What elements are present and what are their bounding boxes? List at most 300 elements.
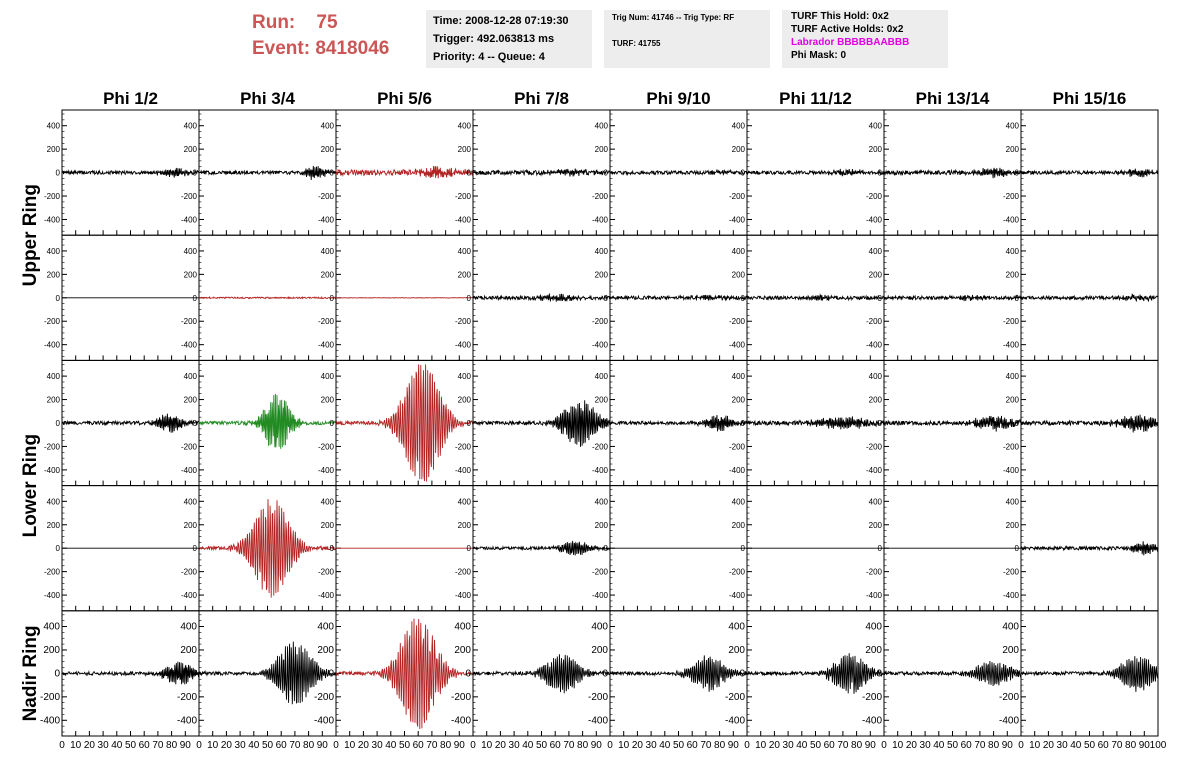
y-tick-label: -200 [317, 192, 334, 202]
x-tick-label: 10 [618, 740, 630, 751]
y-tick-label: 200 [868, 395, 882, 405]
x-tick-label: 80 [988, 740, 1000, 751]
waveform-trace [473, 400, 610, 447]
y-tick-label: -200 [728, 567, 745, 577]
x-tick-label: 10 [207, 740, 219, 751]
waveform-trace [884, 168, 1021, 178]
waveform-panel [729, 486, 884, 611]
y-tick-label: -200 [180, 317, 197, 327]
x-tick-label: 50 [124, 740, 137, 751]
waveform-trace [747, 653, 884, 694]
y-tick-label: -400 [1002, 340, 1019, 350]
waveform-trace [336, 166, 473, 178]
y-tick-label: 400 [868, 121, 882, 131]
y-tick-label: -400 [180, 591, 197, 601]
waveform-trace [473, 541, 610, 556]
x-tick-label: 80 [303, 740, 315, 751]
waveform-panel [181, 235, 336, 360]
waveform-panel [729, 235, 884, 360]
y-tick-label: -200 [317, 442, 334, 452]
waveform-panel [862, 611, 1021, 736]
y-tick-label: 0 [328, 668, 334, 680]
waveform-panel [318, 235, 473, 360]
column-header: Phi 7/8 [514, 89, 569, 108]
x-tick-label: 10 [1029, 740, 1041, 751]
x-tick-label: 60 [960, 740, 972, 751]
waveform-panel [318, 360, 473, 485]
y-tick-label: 0 [466, 419, 471, 428]
x-tick-label: 80 [1125, 740, 1137, 751]
x-tick-label: 70 [1111, 740, 1123, 751]
x-tick-label: 80 [851, 740, 863, 751]
y-tick-label: -400 [591, 340, 608, 350]
x-tick-label: 90 [1001, 740, 1013, 751]
y-tick-label: 400 [594, 246, 608, 256]
y-tick-label: 0 [192, 168, 197, 178]
x-tick-label: 70 [700, 740, 712, 751]
waveform-panel [318, 486, 473, 611]
waveform-trace [610, 415, 747, 431]
x-tick-label: 10 [892, 740, 904, 751]
waveform-panel [1003, 486, 1158, 611]
waveform-panel [866, 110, 1021, 235]
waveform-trace [884, 295, 1021, 301]
x-tick-label: 10 [755, 740, 767, 751]
x-tick-label: 60 [412, 740, 424, 751]
y-tick-label: 0 [55, 419, 60, 428]
y-tick-label: -200 [591, 442, 608, 452]
y-tick-label: 200 [317, 644, 334, 656]
y-tick-label: -200 [591, 567, 608, 577]
x-tick-label: 50 [261, 740, 274, 751]
x-tick-label: 0 [59, 740, 65, 751]
y-tick-label: 200 [457, 395, 471, 405]
x-tick-label: 90 [179, 740, 191, 751]
y-tick-label: -200 [865, 567, 882, 577]
y-tick-label: -200 [454, 442, 471, 452]
waveform-trace [199, 499, 336, 597]
x-tick-label: 50 [946, 740, 959, 751]
y-tick-label: 400 [594, 497, 608, 507]
y-tick-label: 200 [320, 270, 334, 280]
y-tick-label: -400 [865, 340, 882, 350]
y-tick-label: 0 [192, 293, 197, 303]
y-tick-label: -400 [450, 715, 471, 727]
trigger-text: Trigger: 492.063813 ms [433, 33, 555, 45]
waveform-panel [729, 110, 884, 235]
y-tick-label: 0 [55, 544, 60, 554]
y-tick-label: -200 [728, 317, 745, 327]
y-tick-label: -200 [728, 192, 745, 202]
y-tick-label: 0 [877, 168, 882, 178]
y-tick-label: 400 [46, 372, 60, 382]
y-tick-label: 0 [466, 168, 471, 178]
x-tick-label: 90 [727, 740, 739, 751]
y-tick-label: -200 [317, 317, 334, 327]
waveform-trace [199, 166, 336, 180]
y-tick-label: 400 [183, 246, 197, 256]
y-tick-label: 400 [1005, 497, 1019, 507]
y-tick-label: -400 [39, 715, 60, 727]
y-tick-label: -400 [861, 715, 882, 727]
y-tick-label: -400 [317, 465, 334, 475]
y-tick-label: 200 [457, 520, 471, 530]
y-tick-label: -400 [865, 591, 882, 601]
event-label: Event: [252, 38, 311, 59]
x-tick-label: 40 [248, 740, 260, 751]
y-tick-label: 400 [731, 246, 745, 256]
y-tick-label: 400 [454, 621, 471, 633]
x-tick-label: 70 [152, 740, 164, 751]
x-tick-label: 20 [631, 740, 643, 751]
y-tick-label: -400 [43, 465, 60, 475]
y-tick-label: 400 [183, 372, 197, 382]
y-tick-label: -200 [591, 192, 608, 202]
y-tick-label: -400 [728, 465, 745, 475]
waveform-trace [473, 654, 610, 693]
x-tick-label: 30 [508, 740, 520, 751]
waveform-trace [884, 661, 1021, 686]
y-tick-label: 400 [320, 246, 334, 256]
waveform-panel [866, 486, 1021, 611]
x-tick-label: 30 [1056, 740, 1068, 751]
y-tick-label: 200 [1005, 270, 1019, 280]
y-tick-label: -400 [591, 215, 608, 225]
column-header: Phi 13/14 [915, 89, 990, 108]
x-tick-label: 50 [672, 740, 685, 751]
y-tick-label: 400 [1005, 121, 1019, 131]
x-tick-label: 90 [590, 740, 602, 751]
waveform-panel [725, 611, 884, 736]
y-tick-label: -400 [317, 215, 334, 225]
x-tick-label: 10 [70, 740, 82, 751]
waveform-trace [1021, 541, 1158, 555]
y-tick-label: 400 [1005, 372, 1019, 382]
run-value: 75 [316, 12, 338, 33]
waveform-panel [1003, 110, 1158, 235]
y-tick-label: 400 [868, 372, 882, 382]
waveform-panel [44, 360, 199, 485]
y-tick-label: 0 [740, 293, 745, 303]
y-tick-label: 200 [728, 644, 745, 656]
x-tick-label: 20 [494, 740, 506, 751]
x-tick-label: 50 [398, 740, 411, 751]
waveform-panel [44, 235, 199, 360]
y-tick-label: 0 [466, 544, 471, 554]
y-tick-label: 200 [183, 270, 197, 280]
y-tick-label: 0 [1013, 668, 1019, 680]
waveform-trace [336, 364, 473, 481]
y-tick-label: 200 [46, 395, 60, 405]
y-tick-label: 400 [594, 372, 608, 382]
y-tick-label: -200 [865, 317, 882, 327]
x-tick-label: 60 [1097, 740, 1109, 751]
x-tick-label: 20 [220, 740, 232, 751]
x-tick-label: 0 [881, 740, 887, 751]
waveform-trace [62, 414, 199, 433]
waveform-panel [181, 486, 336, 611]
y-tick-label: 400 [183, 497, 197, 507]
y-tick-label: -200 [865, 192, 882, 202]
y-tick-label: 200 [46, 520, 60, 530]
x-tick-label: 90 [453, 740, 465, 751]
event-value: 8418046 [315, 38, 390, 59]
y-tick-label: -400 [1002, 215, 1019, 225]
x-tick-label: 30 [645, 740, 657, 751]
x-tick-label: 20 [1042, 740, 1054, 751]
run-label: Run: [252, 12, 296, 33]
y-tick-label: 200 [180, 644, 197, 656]
waveform-panel [1003, 360, 1158, 485]
y-tick-label: 400 [868, 497, 882, 507]
x-tick-label: 30 [782, 740, 794, 751]
turf-text: TURF: 41755 [612, 39, 661, 48]
x-tick-label: 70 [289, 740, 301, 751]
x-tick-label: 50 [809, 740, 822, 751]
y-tick-label: 200 [46, 145, 60, 155]
y-tick-label: 200 [594, 520, 608, 530]
y-tick-label: 400 [457, 497, 471, 507]
column-header: Phi 5/6 [377, 89, 432, 108]
waveform-trace [336, 619, 473, 729]
y-tick-label: 200 [457, 145, 471, 155]
y-tick-label: -400 [313, 715, 334, 727]
waveform-panel [866, 235, 1021, 360]
y-tick-label: 400 [320, 497, 334, 507]
y-tick-label: 400 [1002, 621, 1019, 633]
y-tick-label: -400 [180, 215, 197, 225]
labrador-text: Labrador BBBBBAABBB [791, 37, 910, 48]
x-tick-label: 90 [864, 740, 876, 751]
y-tick-label: 400 [457, 372, 471, 382]
x-tick-label: 0 [744, 740, 750, 751]
waveform-panel [455, 486, 610, 611]
y-tick-label: 200 [1005, 395, 1019, 405]
y-tick-label: -200 [1002, 317, 1019, 327]
y-tick-label: 0 [191, 668, 197, 680]
y-tick-label: -200 [43, 442, 60, 452]
x-tick-label: 0 [196, 740, 202, 751]
waveform-trace [1021, 656, 1158, 692]
waveform-trace [62, 168, 199, 178]
y-tick-label: 200 [454, 644, 471, 656]
y-tick-label: 200 [868, 520, 882, 530]
x-tick-label: 80 [577, 740, 589, 751]
y-tick-label: -200 [587, 691, 608, 703]
y-tick-label: 400 [46, 246, 60, 256]
y-tick-label: -400 [728, 591, 745, 601]
y-tick-label: 200 [457, 270, 471, 280]
y-tick-label: -200 [861, 691, 882, 703]
y-tick-label: -200 [43, 192, 60, 202]
y-tick-label: -400 [43, 340, 60, 350]
y-tick-label: 0 [1014, 544, 1019, 554]
x-tick-label: 60 [275, 740, 287, 751]
turf-active-text: TURF Active Holds: 0x2 [791, 24, 904, 35]
y-tick-label: 200 [594, 395, 608, 405]
y-tick-label: 200 [1002, 644, 1019, 656]
x-tick-label: 30 [234, 740, 246, 751]
y-tick-label: 0 [739, 668, 745, 680]
waveform-trace [473, 169, 610, 177]
column-header: Phi 3/4 [240, 89, 295, 108]
y-tick-label: 200 [320, 520, 334, 530]
y-tick-label: 0 [466, 293, 471, 303]
y-tick-label: -200 [317, 567, 334, 577]
y-tick-label: 400 [43, 621, 60, 633]
y-tick-label: -200 [43, 317, 60, 327]
column-header: Phi 9/10 [646, 89, 711, 108]
x-tick-label: 10 [344, 740, 356, 751]
y-tick-label: -400 [180, 340, 197, 350]
y-tick-label: -400 [454, 340, 471, 350]
y-tick-label: -400 [728, 340, 745, 350]
y-tick-label: 200 [183, 145, 197, 155]
turf-hold-text: TURF This Hold: 0x2 [791, 11, 889, 22]
x-tick-label: 70 [837, 740, 849, 751]
x-tick-label: 60 [549, 740, 561, 751]
x-tick-label: 60 [686, 740, 698, 751]
y-tick-label: 200 [868, 270, 882, 280]
x-tick-label: 40 [385, 740, 397, 751]
y-tick-label: 400 [46, 121, 60, 131]
x-tick-label: 30 [97, 740, 109, 751]
y-tick-label: 400 [46, 497, 60, 507]
y-tick-label: 400 [457, 246, 471, 256]
y-tick-label: 400 [868, 246, 882, 256]
y-tick-label: 200 [731, 145, 745, 155]
waveform-panel [451, 611, 610, 736]
y-tick-label: 400 [180, 621, 197, 633]
x-tick-label: 70 [426, 740, 438, 751]
x-tick-label: 50 [535, 740, 548, 751]
y-tick-label: 0 [465, 668, 471, 680]
waveform-trace [610, 170, 747, 175]
y-tick-label: 0 [877, 293, 882, 303]
y-tick-label: -400 [865, 215, 882, 225]
y-tick-label: 0 [1014, 419, 1019, 428]
waveform-trace [747, 295, 884, 301]
y-tick-label: 0 [602, 668, 608, 680]
y-tick-label: -400 [454, 465, 471, 475]
y-tick-label: 0 [1014, 168, 1019, 178]
y-tick-label: -400 [728, 215, 745, 225]
waveform-panel [44, 486, 199, 611]
waveform-trace [473, 294, 610, 302]
waveform-trace [747, 416, 884, 429]
y-tick-label: 200 [183, 395, 197, 405]
y-tick-label: -400 [176, 715, 197, 727]
y-tick-label: 200 [865, 644, 882, 656]
waveform-panel [999, 611, 1158, 736]
y-tick-label: 200 [183, 520, 197, 530]
waveform-panel [592, 235, 747, 360]
y-tick-label: -200 [450, 691, 471, 703]
phi-mask-text: Phi Mask: 0 [791, 50, 847, 61]
y-tick-label: 0 [55, 168, 60, 178]
y-tick-label: 200 [320, 145, 334, 155]
column-header: Phi 15/16 [1052, 89, 1127, 108]
y-tick-label: 400 [731, 497, 745, 507]
waveform-panel [455, 110, 610, 235]
waveform-trace [199, 394, 336, 452]
x-tick-label: 80 [166, 740, 178, 751]
x-tick-label: 40 [522, 740, 534, 751]
x-tick-label: 10 [481, 740, 493, 751]
x-tick-label: 90 [316, 740, 328, 751]
waveform-trace [610, 655, 747, 691]
y-tick-label: 200 [731, 395, 745, 405]
x-tick-label: 80 [714, 740, 726, 751]
y-tick-label: 0 [329, 419, 334, 428]
y-tick-label: -200 [1002, 192, 1019, 202]
y-tick-label: 0 [603, 419, 608, 428]
y-tick-label: 0 [329, 544, 334, 554]
y-tick-label: 200 [868, 145, 882, 155]
y-tick-label: 200 [43, 644, 60, 656]
y-tick-label: -200 [454, 192, 471, 202]
y-tick-label: 200 [731, 270, 745, 280]
x-tick-label: 30 [919, 740, 931, 751]
y-tick-label: -200 [998, 691, 1019, 703]
x-tick-label: 40 [111, 740, 123, 751]
waveform-trace [62, 662, 199, 685]
y-tick-label: -400 [591, 591, 608, 601]
y-tick-label: -200 [39, 691, 60, 703]
y-tick-label: 0 [329, 293, 334, 303]
y-tick-label: -200 [724, 691, 745, 703]
y-tick-label: -200 [865, 442, 882, 452]
y-tick-label: -200 [43, 567, 60, 577]
column-header: Phi 1/2 [103, 89, 158, 108]
ring-label: Upper Ring [20, 184, 41, 287]
y-tick-label: -400 [998, 715, 1019, 727]
y-tick-label: -400 [317, 340, 334, 350]
waveform-trace [1021, 169, 1158, 178]
y-tick-label: 0 [54, 668, 60, 680]
y-tick-label: 400 [591, 621, 608, 633]
y-tick-label: 400 [728, 621, 745, 633]
y-tick-label: -200 [313, 691, 334, 703]
y-tick-label: 400 [865, 621, 882, 633]
y-tick-label: -200 [180, 567, 197, 577]
y-tick-label: 400 [320, 372, 334, 382]
waveform-panel [314, 611, 473, 736]
y-tick-label: -400 [865, 465, 882, 475]
y-tick-label: -200 [591, 317, 608, 327]
waveform-trace [199, 297, 336, 298]
x-tick-label: 90 [1138, 740, 1150, 751]
x-tick-label: 100 [1149, 740, 1167, 751]
y-tick-label: -200 [454, 317, 471, 327]
x-tick-label: 60 [138, 740, 150, 751]
x-tick-label: 40 [659, 740, 671, 751]
time-text: Time: 2008-12-28 07:19:30 [433, 15, 569, 27]
waveform-panel [588, 611, 747, 736]
waveform-trace [1021, 415, 1158, 433]
y-tick-label: 0 [740, 168, 745, 178]
y-tick-label: -400 [591, 465, 608, 475]
waveform-panel [1003, 235, 1158, 360]
trig-num-text: Trig Num: 41746 -- Trig Type: RF [612, 13, 735, 22]
waveform-panel [592, 486, 747, 611]
y-tick-label: 200 [1005, 145, 1019, 155]
y-tick-label: 0 [329, 168, 334, 178]
y-tick-label: 0 [603, 544, 608, 554]
y-tick-label: 200 [1005, 520, 1019, 530]
y-tick-label: 0 [603, 293, 608, 303]
y-tick-label: 400 [320, 121, 334, 131]
